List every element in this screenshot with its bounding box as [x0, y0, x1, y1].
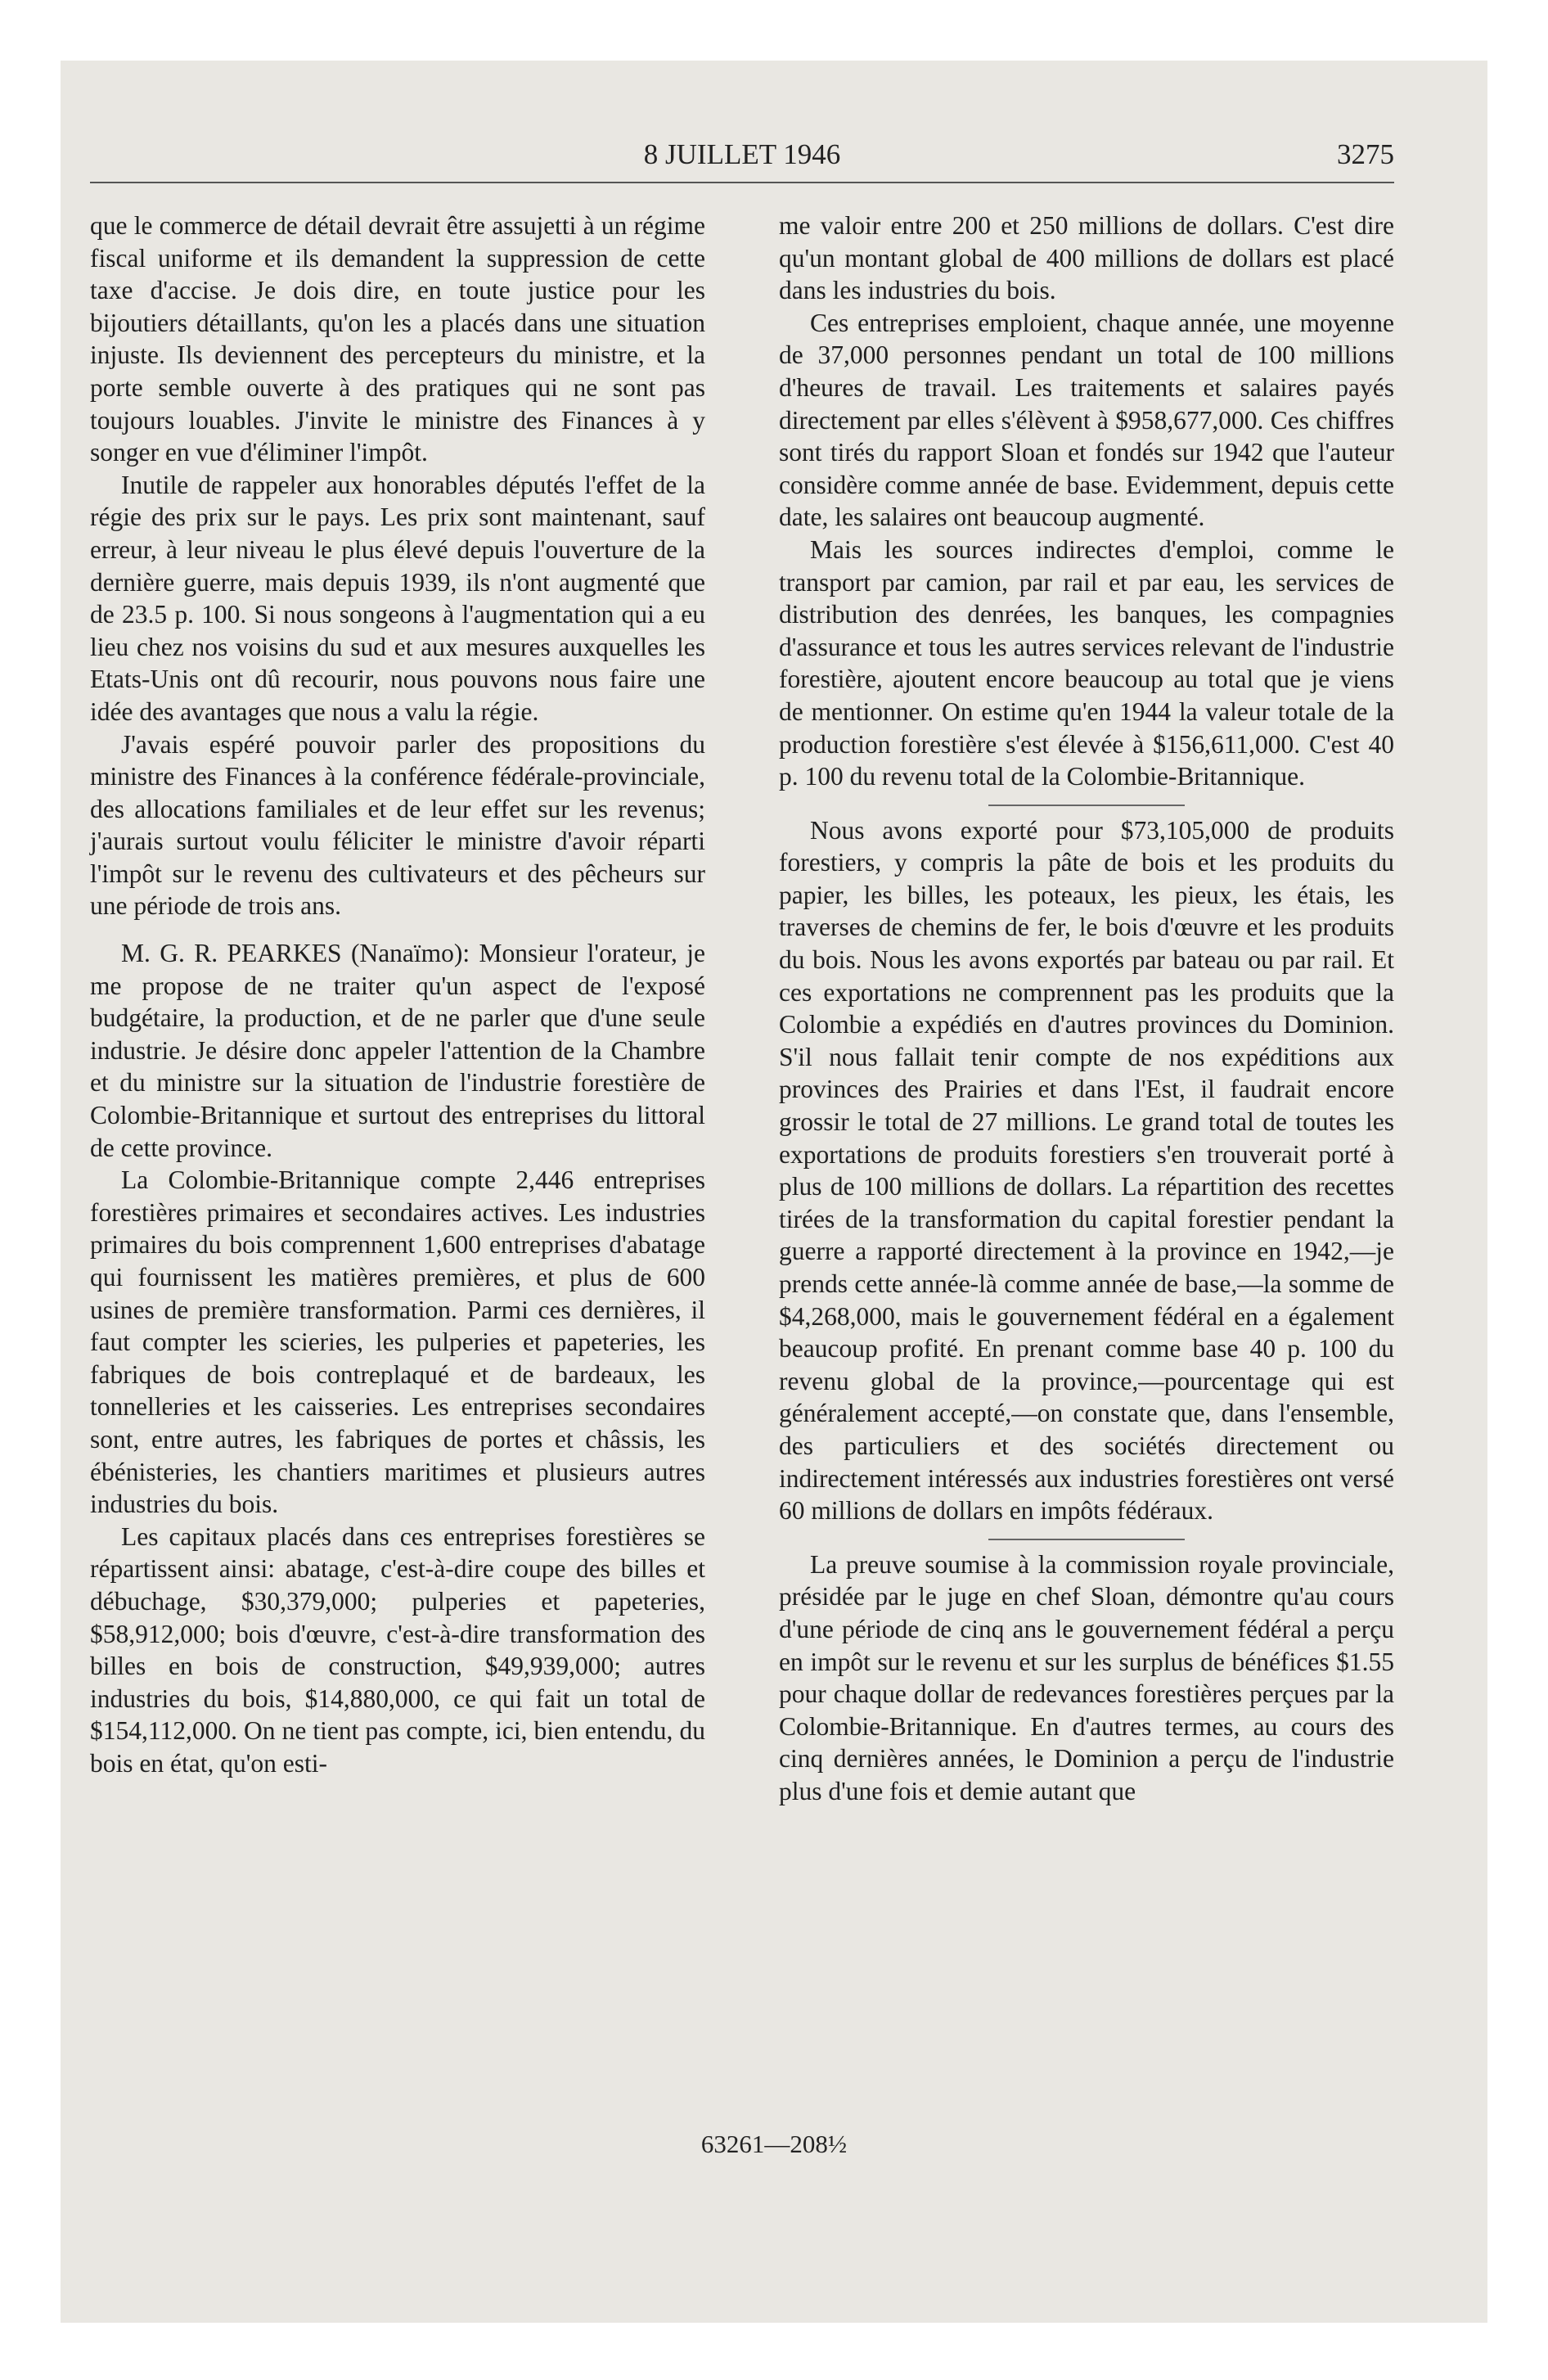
- paragraph: La Colombie-Britannique compte 2,446 entreprises forestières primaires et secondaires actives. Les industries primaires du bois comprennent 1,600 entreprises d'abatage qui fournissent les matières premières, et plus de 600 usines de première transformation. Parmi ces dernières, il faut compter les scieries, les pulperies et papeteries, les fabriques de bois contreplaqué et de bardeaux, les tonnelleries et les caisseries. Les entreprises secondaires sont, entre autres, les fabriques de portes et châssis, les ébénisteries, les chantiers maritimes et plusieurs autres industries du bois.: [90, 1165, 705, 1519]
- speaker-name: M. G. R. PEARKES: [121, 939, 342, 968]
- paragraph: que le commerce de détail devrait être assujetti à un régime fiscal uniforme et ils demandent la suppression de cette taxe d'accise. Je dois dire, en toute justice pour les bijoutiers détaillants, qu'on les a placés dans une situation injuste. Ils deviennent des percepteurs du ministre, et la porte semble ouverte à des pratiques qui ne sont pas toujours louables. J'invite le ministre des Finances à y songer en vue d'éliminer l'impôt.: [90, 211, 705, 467]
- paragraph: Nous avons exporté pour $73,105,000 de produits forestiers, y compris la pâte de bois et les produits du papier, les billes, les poteaux, les pieux, les étais, les traverses de chemins de fer, le bois d'œuvre et les produits du bois. Nous les avons exportés par bateau ou par rail. Et ces exportations ne comprennent pas les produits que la Colombie a expédiés en d'autres provinces du Dominion. S'il nous fallait tenir compte de nos expéditions aux provinces des Prairies et dans l'Est, il faudrait encore grossir le total de 27 millions. Le grand total de toutes les exportations de produits forestiers s'en trouverait porté à plus de 100 millions de dollars. La répartition des recettes tirées de la transformation du capital forestier pendant la guerre a rapporté directement à la province en 1942,—je prends cette année-là comme année de base,—la somme de $4,268,000, mais le gouvernement fédéral en a également beaucoup profité. En prenant comme base 40 p. 100 du revenu global de la province,—pourcentage qui est généralement accepté,—on constate que, dans l'ensemble, des particuliers et des sociétés directement ou indirectement intéressés aux industries forestières ont versé 60 millions de dollars en impôts fédéraux.: [779, 815, 1394, 1526]
- right-column: [779, 210, 1394, 1808]
- speaker-text: (Nanaïmo): Monsieur l'orateur, je me propose de ne traiter qu'un aspect de l'exposé budgétaire, la production, et de ne parler que d'une seule industrie. Je désire donc appeler l'attention de la Chambre et du ministre sur la situation de l'industrie forestière de Colombie-Britannique et surtout des entreprises du littoral de cette province.: [90, 939, 706, 1162]
- paragraph: me valoir entre 200 et 250 millions de dollars. C'est dire qu'un montant global de 400 millions de dollars est placé dans les industries du bois.: [779, 211, 1394, 305]
- paragraph: J'avais espéré pouvoir parler des propositions du ministre des Finances à la conférence fédérale-provinciale, des allocations familiales et de leur effet sur les revenus; j'aurais surtout voulu féliciter le ministre d'avoir réparti l'impôt sur le revenu des cultivateurs et des pêcheurs sur une période de trois ans.: [90, 729, 705, 921]
- paragraph: Ces entreprises emploient, chaque année, une moyenne de 37,000 personnes pendant un total de 100 millions d'heures de travail. Les traitements et salaires payés directement par elles s'élèvent à $958,677,000. Ces chiffres sont tirés du rapport Sloan et fondés sur 1942 que l'auteur considère comme année de base. Evidemment, depuis cette date, les salaires ont beaucoup augmenté.: [779, 308, 1394, 532]
- section-divider: [988, 1539, 1185, 1540]
- paragraph: Mais les sources indirectes d'emploi, comme le transport par camion, par rail et par eau, les services de distribution des denrées, les banques, les compagnies d'assurance et tous les autres services relevant de l'industrie forestière, ajoutent encore beaucoup au total que je viens de mentionner. On estime qu'en 1944 la valeur totale de la production forestière s'est élevée à $156,611,000. C'est 40 p. 100 du revenu total de la Colombie-Britannique.: [779, 534, 1394, 791]
- speaker-paragraph: [90, 937, 705, 1164]
- page-header: [90, 76, 1394, 170]
- paragraph: La preuve soumise à la commission royale provinciale, présidée par le juge en chef Sloan, démontre qu'au cours d'une période de cinq ans le gouvernement fédéral a perçu en impôt sur le revenu et sur les surplus de bénéfices $1.55 pour chaque dollar de redevances forestières perçues par la Colombie-Britannique. En d'autres termes, au cours des cinq dernières années, le Dominion a perçu de l'industrie plus d'une fois et demie autant que: [779, 1549, 1394, 1805]
- header-rule: [90, 182, 1394, 183]
- page-number: 3275: [1337, 138, 1394, 170]
- paragraph: Inutile de rappeler aux honorables députés l'effet de la régie des prix sur le pays. Les prix sont maintenant, sauf erreur, à leur niveau le plus élevé depuis l'ouverture de la dernière guerre, mais depuis 1939, ils n'ont augmenté que de 23.5 p. 100. Si nous songeons à l'augmentation qui a eu lieu chez nos voisins du sud et aux mesures auxquelles les Etats-Unis ont dû recourir, nous pouvons nous faire une idée des avantages que nous a valu la régie.: [90, 470, 705, 726]
- page-footer: 63261—208½: [700, 2130, 848, 2158]
- paragraph: Les capitaux placés dans ces entreprises forestières se répartissent ainsi: abatage, c'est-à-dire coupe des billes et débuchage, $30,379,000; pulperies et papeteries, $58,912,000; bois d'œuvre, c'est-à-dire transformation des billes en bois de construction, $49,939,000; autres industries du bois, $14,880,000, ce qui fait un total de $154,112,000. On ne tient pas compte, ici, bien entendu, du bois en état, qu'on esti-: [90, 1521, 705, 1778]
- left-column: [90, 210, 705, 1780]
- header-date: 8 JUILLET 1946: [643, 138, 841, 170]
- section-divider: [988, 805, 1185, 806]
